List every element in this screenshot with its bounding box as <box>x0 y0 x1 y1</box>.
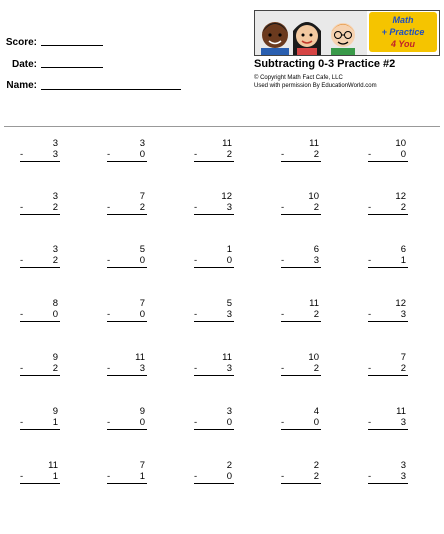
subtrahend-row <box>368 363 408 376</box>
problem <box>368 298 408 322</box>
subtrahend: 2 <box>226 149 232 160</box>
minuend: 11 <box>396 406 406 417</box>
minuend: 11 <box>222 138 232 149</box>
minus-sign: - <box>368 202 372 213</box>
minuend: 2 <box>226 460 232 471</box>
subtrahend: 3 <box>400 471 406 482</box>
problem <box>107 138 147 162</box>
problem <box>107 460 147 484</box>
minus-sign: - <box>107 417 111 428</box>
minus-sign: - <box>368 149 372 160</box>
minuend: 7 <box>139 298 145 309</box>
problem <box>368 138 408 162</box>
math-practice-logo <box>369 12 437 52</box>
problem <box>281 406 321 430</box>
subtrahend: 1 <box>400 255 406 266</box>
minuend: 12 <box>221 191 232 202</box>
problem <box>368 406 408 430</box>
problem <box>20 352 60 376</box>
minus-sign: - <box>107 363 111 374</box>
subtrahend-row <box>368 471 408 484</box>
name-line[interactable] <box>41 89 181 90</box>
subtrahend: 2 <box>313 309 319 320</box>
minuend: 11 <box>309 138 319 149</box>
subtrahend-row <box>281 255 321 268</box>
subtrahend: 3 <box>139 363 145 374</box>
minuend: 6 <box>313 244 319 255</box>
subtrahend-row <box>20 417 60 430</box>
problem <box>281 352 321 376</box>
minus-sign: - <box>368 471 372 482</box>
subtrahend: 1 <box>139 471 145 482</box>
minus-sign: - <box>368 363 372 374</box>
minuend: 10 <box>308 191 319 202</box>
problem <box>194 191 234 215</box>
subtrahend-row <box>281 363 321 376</box>
problem <box>194 138 234 162</box>
subtrahend: 2 <box>139 202 145 213</box>
score-label: Score: <box>5 37 37 48</box>
subtrahend: 2 <box>313 471 319 482</box>
minus-sign: - <box>20 309 24 320</box>
problem <box>20 191 60 215</box>
minus-sign: - <box>194 149 198 160</box>
subtrahend: 1 <box>52 471 58 482</box>
subtrahend: 2 <box>400 363 406 374</box>
problem <box>368 352 408 376</box>
subtrahend-row <box>107 255 147 268</box>
subtrahend-row <box>194 255 234 268</box>
subtrahend-row <box>368 202 408 215</box>
subtrahend-row <box>20 255 60 268</box>
permission-text: Used with permission By EducationWorld.com <box>254 83 377 89</box>
subtrahend: 0 <box>139 417 145 428</box>
minus-sign: - <box>194 309 198 320</box>
subtrahend: 3 <box>226 309 232 320</box>
minus-sign: - <box>20 417 24 428</box>
subtrahend-row <box>368 255 408 268</box>
minuend: 12 <box>395 298 406 309</box>
problem <box>20 138 60 162</box>
minus-sign: - <box>107 202 111 213</box>
subtrahend: 3 <box>400 309 406 320</box>
minus-sign: - <box>281 255 285 266</box>
minuend: 9 <box>52 352 58 363</box>
minuend: 12 <box>395 191 406 202</box>
minuend: 3 <box>52 191 58 202</box>
minus-sign: - <box>194 255 198 266</box>
problem <box>194 406 234 430</box>
minuend: 11 <box>48 460 58 471</box>
subtrahend-row <box>20 202 60 215</box>
subtrahend-row <box>194 202 234 215</box>
subtrahend-row <box>281 149 321 162</box>
minuend: 7 <box>400 352 406 363</box>
minuend: 5 <box>139 244 145 255</box>
subtrahend-row <box>281 417 321 430</box>
logo-line-3: 4 You <box>390 39 415 49</box>
minus-sign: - <box>281 202 285 213</box>
subtrahend: 2 <box>400 202 406 213</box>
minuend: 11 <box>135 352 145 363</box>
minuend: 7 <box>139 191 145 202</box>
minuend: 3 <box>400 460 406 471</box>
minus-sign: - <box>194 417 198 428</box>
subtrahend-row <box>20 309 60 322</box>
logo-line-1: Math <box>392 15 414 25</box>
problem <box>107 298 147 322</box>
subtrahend: 0 <box>226 471 232 482</box>
subtrahend: 3 <box>400 417 406 428</box>
subtrahend: 0 <box>313 417 319 428</box>
worksheet-title: Subtracting 0-3 Practice #2 <box>254 58 396 70</box>
copyright-text: © Copyright Math Fact Cafe, LLC <box>254 75 343 81</box>
minus-sign: - <box>194 363 198 374</box>
name-field <box>0 80 37 92</box>
minus-sign: - <box>20 202 24 213</box>
problem <box>107 244 147 268</box>
subtrahend-row <box>107 309 147 322</box>
subtrahend: 1 <box>52 417 58 428</box>
subtrahend: 0 <box>139 255 145 266</box>
subtrahend-row <box>281 202 321 215</box>
minuend: 3 <box>226 406 232 417</box>
subtrahend: 2 <box>52 202 58 213</box>
minus-sign: - <box>20 255 24 266</box>
subtrahend-row <box>194 309 234 322</box>
minuend: 7 <box>139 460 145 471</box>
problem <box>194 298 234 322</box>
minus-sign: - <box>281 363 285 374</box>
subtrahend-row <box>194 471 234 484</box>
subtrahend-row <box>107 363 147 376</box>
subtrahend: 2 <box>313 363 319 374</box>
minuend: 8 <box>52 298 58 309</box>
subtrahend-row <box>368 309 408 322</box>
minuend: 1 <box>226 244 232 255</box>
problem <box>281 244 321 268</box>
subtrahend: 3 <box>313 255 319 266</box>
subtrahend-row <box>107 417 147 430</box>
minuend: 10 <box>308 352 319 363</box>
minus-sign: - <box>20 471 24 482</box>
minus-sign: - <box>368 417 372 428</box>
problem <box>281 138 321 162</box>
subtrahend: 0 <box>226 417 232 428</box>
subtrahend: 0 <box>139 309 145 320</box>
problem <box>368 191 408 215</box>
subtrahend-row <box>107 149 147 162</box>
minuend: 3 <box>52 138 58 149</box>
logo-line-2: + Practice <box>381 27 425 37</box>
minus-sign: - <box>368 255 372 266</box>
minuend: 9 <box>139 406 145 417</box>
date-label: Date: <box>11 59 37 70</box>
kids-illustration <box>255 11 367 55</box>
problem <box>281 191 321 215</box>
problem <box>20 460 60 484</box>
minuend: 2 <box>313 460 319 471</box>
minuend: 3 <box>139 138 145 149</box>
minus-sign: - <box>107 309 111 320</box>
problem <box>368 244 408 268</box>
minuend: 3 <box>52 244 58 255</box>
minus-sign: - <box>281 309 285 320</box>
minuend: 11 <box>309 298 319 309</box>
problem <box>194 460 234 484</box>
problem <box>107 406 147 430</box>
subtrahend-row <box>194 417 234 430</box>
subtrahend: 0 <box>226 255 232 266</box>
banner-image <box>254 10 440 56</box>
problem <box>107 352 147 376</box>
date-line[interactable] <box>41 67 103 68</box>
minuend: 4 <box>313 406 319 417</box>
minus-sign: - <box>107 471 111 482</box>
minus-sign: - <box>107 149 111 160</box>
name-label: Name: <box>6 80 37 91</box>
problem <box>194 244 234 268</box>
minus-sign: - <box>281 149 285 160</box>
subtrahend-row <box>194 363 234 376</box>
minus-sign: - <box>107 255 111 266</box>
problem <box>107 191 147 215</box>
minus-sign: - <box>281 417 285 428</box>
subtrahend-row <box>281 309 321 322</box>
problem <box>194 352 234 376</box>
subtrahend-row <box>107 471 147 484</box>
problem <box>20 298 60 322</box>
subtrahend: 2 <box>313 202 319 213</box>
minus-sign: - <box>20 149 24 160</box>
problem <box>281 460 321 484</box>
subtrahend: 0 <box>400 149 406 160</box>
minus-sign: - <box>281 471 285 482</box>
subtrahend: 2 <box>52 255 58 266</box>
minuend: 11 <box>222 352 232 363</box>
subtrahend: 2 <box>313 149 319 160</box>
problem <box>20 406 60 430</box>
subtrahend-row <box>20 471 60 484</box>
subtrahend-row <box>20 363 60 376</box>
minus-sign: - <box>20 363 24 374</box>
subtrahend-row <box>368 417 408 430</box>
subtrahend-row <box>20 149 60 162</box>
minus-sign: - <box>194 471 198 482</box>
problem <box>281 298 321 322</box>
date-field <box>0 59 37 71</box>
subtrahend: 0 <box>52 309 58 320</box>
problem <box>20 244 60 268</box>
subtrahend: 3 <box>52 149 58 160</box>
header-divider <box>4 126 440 127</box>
subtrahend-row <box>107 202 147 215</box>
score-line[interactable] <box>41 45 103 46</box>
minuend: 5 <box>226 298 232 309</box>
minuend: 10 <box>395 138 406 149</box>
problem <box>368 460 408 484</box>
subtrahend-row <box>281 471 321 484</box>
minus-sign: - <box>194 202 198 213</box>
score-field <box>0 37 37 49</box>
subtrahend: 0 <box>139 149 145 160</box>
subtrahend-row <box>368 149 408 162</box>
subtrahend-row <box>194 149 234 162</box>
subtrahend: 2 <box>52 363 58 374</box>
minuend: 9 <box>52 406 58 417</box>
subtrahend: 3 <box>226 363 232 374</box>
subtrahend: 3 <box>226 202 232 213</box>
minuend: 6 <box>400 244 406 255</box>
minus-sign: - <box>368 309 372 320</box>
